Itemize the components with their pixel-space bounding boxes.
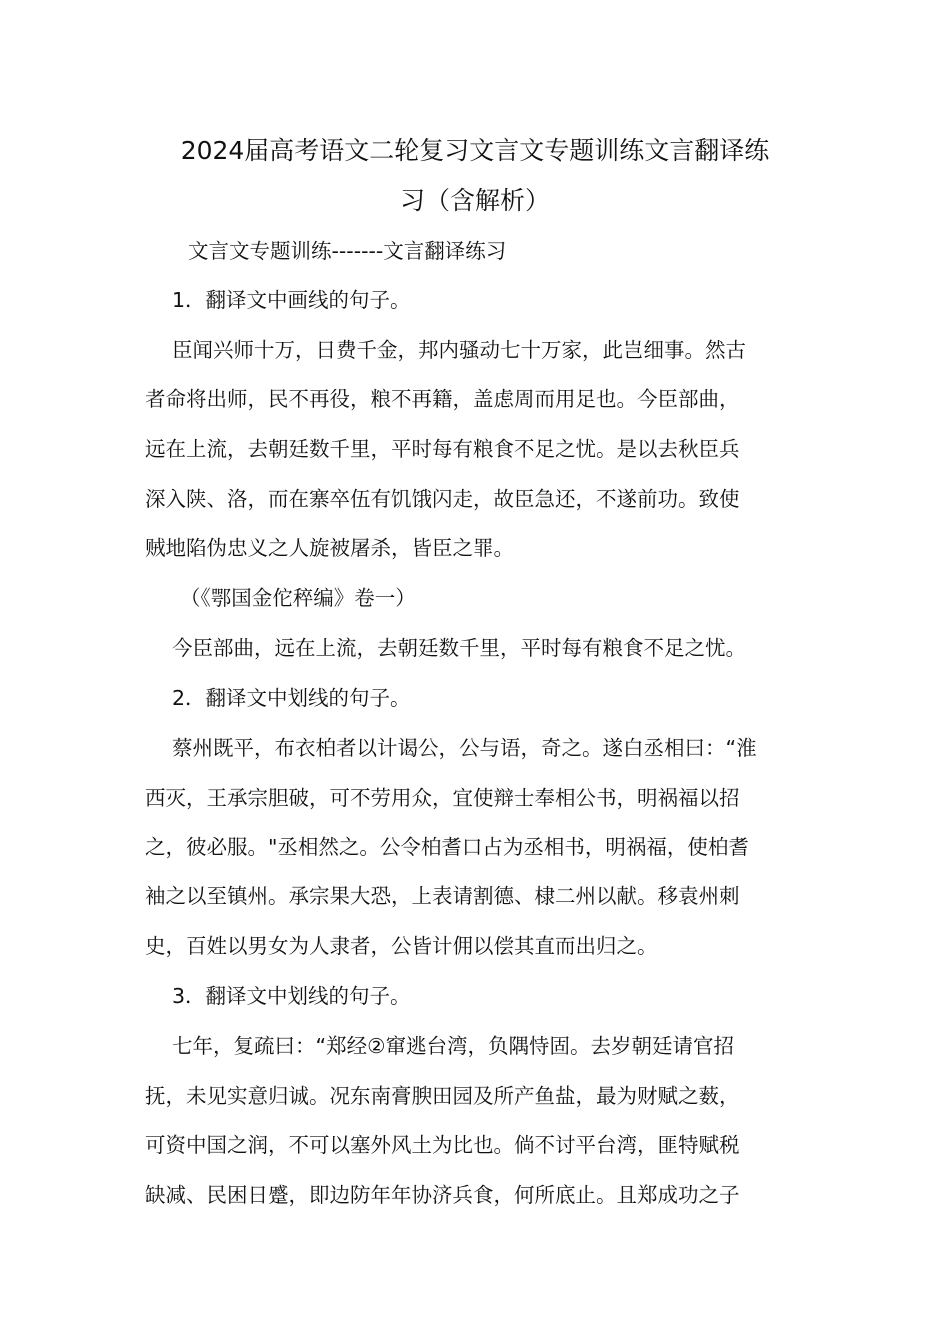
passage-2-line: 之，彼必服。"丞相然之。公令柏耆口占为丞相书，明祸福，使柏耆 <box>145 835 749 859</box>
question-1-sentence: 今臣部曲，远在上流，去朝廷数千里，平时每有粮食不足之忧。 <box>172 636 746 660</box>
question-3-heading: 3．翻译文中划线的句子。 <box>172 984 411 1008</box>
passage-2-line: 袖之以至镇州。承宗果大恐，上表请割德、棣二州以献。移袁州刺 <box>145 884 740 908</box>
passage-3-line: 可资中国之润，不可以塞外风土为比也。倘不讨平台湾，匪特赋税 <box>145 1133 740 1157</box>
question-1-heading: 1．翻译文中画线的句子。 <box>172 288 411 312</box>
passage-1-line: 贼地陷伪忠义之人旋被屠杀，皆臣之罪。 <box>145 536 514 560</box>
passage-2-line: 蔡州既平，布衣柏者以计谒公，公与语，奇之。遂白丞相曰：“淮 <box>172 736 757 760</box>
passage-1-line: 臣闻兴师十万，日费千金，邦内骚动七十万家，此岂细事。然古 <box>172 338 746 362</box>
passage-1-line: 深入陕、洛，而在寨卒伍有饥饿闪走，故臣急还，不遂前功。致使 <box>145 487 740 511</box>
passage-1-source: （《鄂国金佗稡编》卷一） <box>180 586 416 610</box>
passage-1-line: 远在上流，去朝廷数千里，平时每有粮食不足之忧。是以去秋臣兵 <box>145 437 740 461</box>
subtitle: 文言文专题训练-------文言翻译练习 <box>188 239 507 263</box>
passage-3-line: 七年，复疏曰：“郑经②窜逃台湾，负隅恃固。去岁朝廷请官招 <box>172 1034 734 1058</box>
passage-3-line: 缺减、民困日蹙，即边防年年协济兵食，何所底止。且郑成功之子 <box>145 1183 740 1207</box>
title-line-2: 习（含解析） <box>399 186 550 215</box>
title-line-1: 2024届高考语文二轮复习文言文专题训练文言翻译练 <box>180 136 770 165</box>
passage-1-line: 者命将出师，民不再役，粮不再籍，盖虑周而用足也。今臣部曲， <box>145 387 740 411</box>
passage-3-line: 抚，未见实意归诚。况东南膏腴田园及所产鱼盐，最为财赋之薮， <box>145 1084 740 1108</box>
page-title <box>145 126 805 226</box>
passage-2-line: 西灭，王承宗胆破，可不劳用众，宜使辩士奉相公书，明祸福以招 <box>145 786 740 810</box>
passage-2-line: 史，百姓以男女为人隶者，公皆计佣以偿其直而出归之。 <box>145 934 658 958</box>
question-2-heading: 2．翻译文中划线的句子。 <box>172 686 411 710</box>
